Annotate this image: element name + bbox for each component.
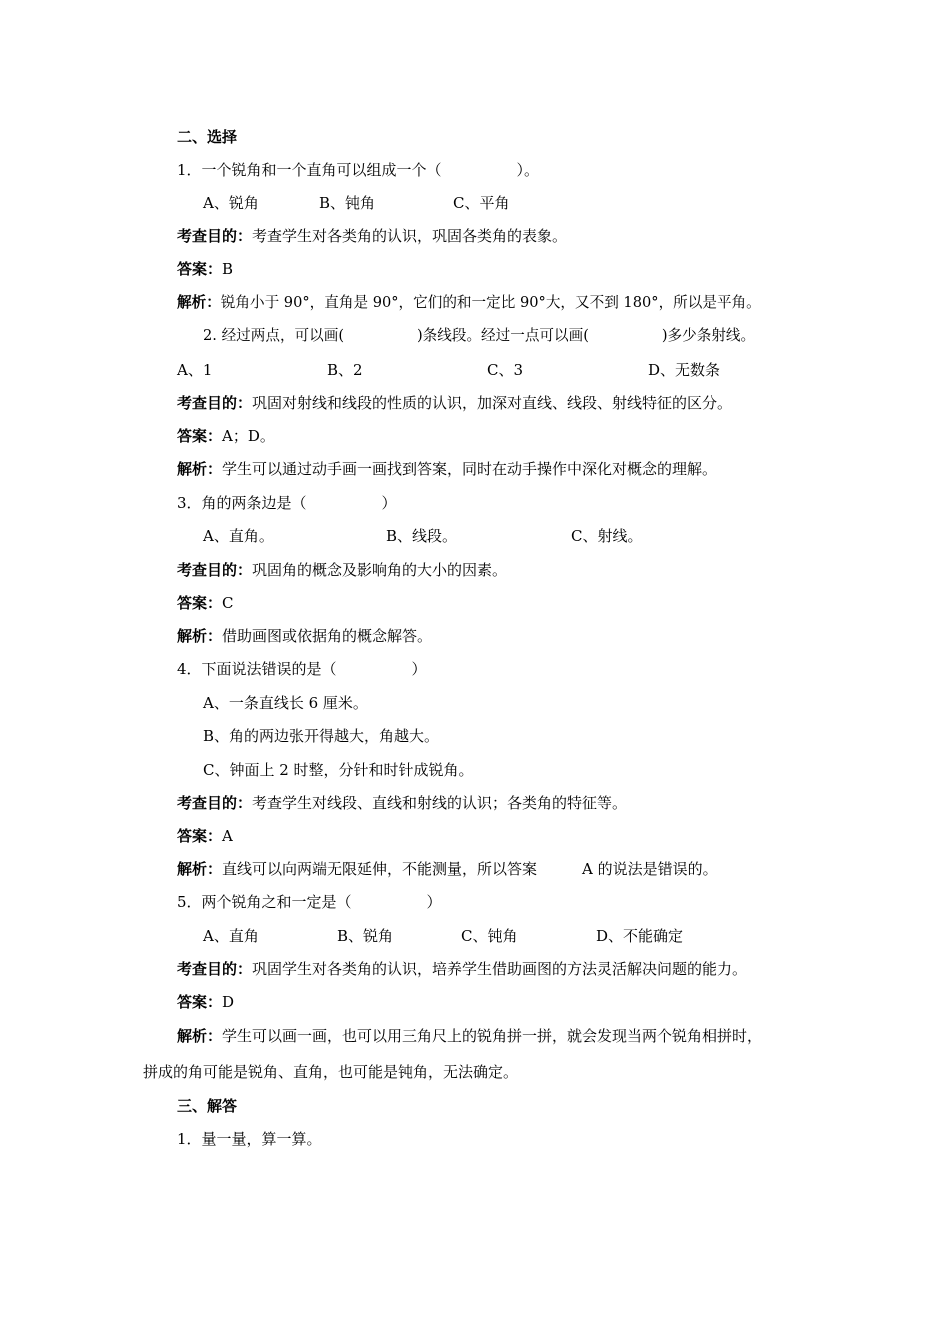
- purpose-text: 考查学生对各类角的认识，巩固各类角的表象。: [252, 227, 568, 245]
- question-5-purpose: [177, 959, 747, 979]
- analysis-text: 直线可以向两端无限延伸，不能测量，所以答案 A 的说法是错误的。: [222, 860, 718, 878]
- analysis-label: 解析：: [177, 294, 221, 311]
- question-4-option-a: A、一条直线长 6 厘米。: [203, 694, 368, 712]
- purpose-text: 考查学生对线段、直线和射线的认识；各类角的特征等。: [252, 794, 628, 812]
- question-3: 3．角的两条边是（ ）: [177, 494, 397, 512]
- option-a: A、锐角: [203, 194, 259, 212]
- analysis-label: 解析：: [177, 627, 223, 645]
- purpose-text: 巩固角的概念及影响角的大小的因素。: [252, 561, 508, 579]
- question-4-analysis: [177, 859, 718, 879]
- analysis-text: 学生可以通过动手画一画找到答案，同时在动手操作中深化对概念的理解。: [222, 460, 718, 478]
- question-3-analysis: [177, 626, 432, 646]
- analysis-text: 锐角小于 90°，直角是 90°，它们的和一定比 90°大，又不到 180°，所以是平角。: [220, 294, 761, 311]
- answer-label: 答案：: [177, 427, 223, 445]
- question-2-purpose: [177, 393, 732, 413]
- solve-question-1: 1．量一量，算一算。: [177, 1130, 322, 1148]
- question-4-option-c: C、钟面上 2 时整，分针和时针成锐角。: [203, 761, 474, 779]
- question-3-answer: [177, 593, 234, 613]
- question-2: 2. 经过两点，可以画( )条线段。经过一点可以画( )多少条射线。: [203, 327, 756, 344]
- analysis-text: 学生可以画一画，也可以用三角尺上的锐角拼一拼，就会发现当两个锐角相拼时，: [222, 1027, 763, 1045]
- answer-text: C: [222, 594, 234, 612]
- option-a: A、1: [177, 361, 213, 379]
- option-c: C、3: [487, 361, 524, 379]
- answer-text: B: [222, 260, 234, 278]
- purpose-label: 考查目的：: [177, 960, 253, 978]
- option-a: A、直角。: [203, 527, 274, 545]
- question-5-analysis: [177, 1026, 762, 1046]
- analysis-label: 解析：: [177, 860, 223, 878]
- purpose-text: 巩固学生对各类角的认识，培养学生借助画图的方法灵活解决问题的能力。: [252, 960, 748, 978]
- option-d: D、无数条: [648, 361, 721, 379]
- answer-text: A；D。: [222, 427, 275, 445]
- answer-label: 答案：: [177, 827, 223, 845]
- answer-label: 答案：: [177, 594, 223, 612]
- question-4-option-b: B、角的两边张开得越大，角越大。: [203, 727, 440, 745]
- question-4-purpose: [177, 793, 627, 813]
- question-1-answer: [177, 259, 233, 279]
- option-b: B、钝角: [319, 194, 376, 212]
- answer-text: D: [222, 993, 235, 1011]
- question-2-answer: [177, 426, 275, 446]
- purpose-label: 考查目的：: [177, 561, 253, 579]
- question-1-purpose: [177, 226, 567, 246]
- purpose-text: 巩固对射线和线段的性质的认识，加深对直线、线段、射线特征的区分。: [252, 394, 733, 412]
- question-4-answer: [177, 826, 233, 846]
- answer-label: 答案：: [177, 260, 223, 278]
- purpose-label: 考查目的：: [177, 394, 253, 412]
- option-c: C、钝角: [461, 927, 518, 945]
- question-3-purpose: [177, 560, 507, 580]
- option-c: C、射线。: [571, 527, 643, 545]
- question-5-answer: [177, 992, 234, 1012]
- answer-label: 答案：: [177, 993, 223, 1011]
- option-d: D、不能确定: [596, 927, 684, 945]
- purpose-label: 考查目的：: [177, 227, 253, 245]
- option-a: A、直角: [203, 927, 259, 945]
- question-5-analysis-continued: 拼成的角可能是锐角、直角，也可能是钝角，无法确定。: [143, 1063, 519, 1081]
- question-1-analysis: [177, 293, 761, 313]
- section-title-solve: 三、解答: [177, 1097, 238, 1115]
- question-1: 1．一个锐角和一个直角可以组成一个（ ）。: [177, 161, 540, 179]
- question-5: 5．两个锐角之和一定是（ ）: [177, 893, 442, 911]
- option-b: B、线段。: [386, 527, 458, 545]
- purpose-label: 考查目的：: [177, 794, 253, 812]
- analysis-label: 解析：: [177, 460, 223, 478]
- option-b: B、锐角: [337, 927, 394, 945]
- option-b: B、2: [327, 361, 363, 379]
- question-4: 4．下面说法错误的是（ ）: [177, 660, 427, 678]
- option-c: C、平角: [453, 194, 510, 212]
- section-title-choice: 二、选择: [177, 128, 238, 146]
- analysis-label: 解析：: [177, 1027, 223, 1045]
- analysis-text: 借助画图或依据角的概念解答。: [222, 627, 433, 645]
- question-2-analysis: [177, 459, 717, 479]
- answer-text: A: [222, 827, 233, 845]
